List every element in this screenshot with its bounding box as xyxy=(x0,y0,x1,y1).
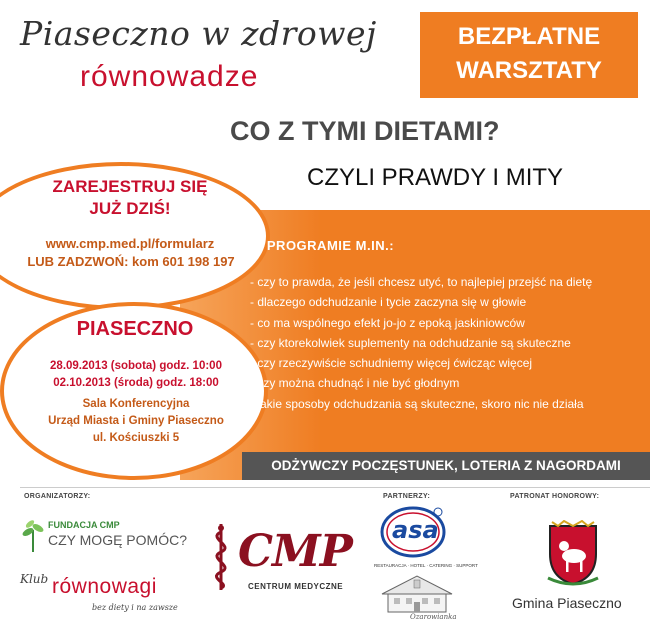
program-item: - co ma wspólnego efekt jo-jo z epoką jaskiniowców xyxy=(250,315,525,330)
subheadline: CZYLI PRAWDY I MITY xyxy=(307,164,564,191)
brand-title: Piaseczno w zdrowej xyxy=(20,14,377,53)
program-title: W PROGRAMIE M.IN.: xyxy=(250,238,395,253)
venue-room: Sala Konferencyjna xyxy=(82,398,190,410)
klub-tagline: bez diety i na zawsze xyxy=(92,603,178,612)
free-workshops-badge xyxy=(420,12,638,98)
klub-name: równowagi xyxy=(52,575,157,598)
klub-script: Klub xyxy=(20,572,49,586)
badge-line-1: BEZPŁATNE xyxy=(457,23,601,50)
cmp-logo: CMP xyxy=(238,526,352,577)
coat-of-arms-icon xyxy=(544,520,602,588)
gmina-label: Gmina Piaseczno xyxy=(512,595,622,611)
fundacja-name: CZY MOGĘ POMÓC? xyxy=(48,532,187,548)
program-item: - czy to prawda, że jeśli chcesz utyć, to najlepiej przejść na dietę xyxy=(250,275,593,289)
program-item: - czy ktorekolwiek suplementy na odchudzanie są skuteczne xyxy=(250,335,571,350)
headline: CO Z TYMI DIETAMI? xyxy=(230,116,500,146)
brand-subtitle: równowadze xyxy=(80,60,259,93)
organizers-label: ORGANIZATORZY: xyxy=(24,493,91,500)
registration-phone: LUB ZADZWOŃ: kom 601 198 197 xyxy=(27,254,235,269)
event-date-1: 28.09.2013 (sobota) godz. 10:00 xyxy=(50,360,222,372)
asa-script: Ozarowianka xyxy=(410,613,457,621)
cmp-subtitle: CENTRUM MEDYCZNE xyxy=(248,582,344,591)
registration-title-line-2: JUŻ DZIŚ! xyxy=(89,199,171,218)
partners-label: PARTNERZY: xyxy=(383,493,431,500)
venue-address: ul. Kościuszki 5 xyxy=(92,432,180,444)
asa-caption: RESTAURACJA · HOTEL · CATERING · SUPPORT xyxy=(374,563,478,568)
fundacja-label: FUNDACJA CMP xyxy=(48,520,120,530)
badge-line-2: WARSZTATY xyxy=(456,57,602,84)
program-item: - dlaczego odchudzanie i tycie zaczyna się w głowie xyxy=(250,295,527,310)
program-item: - czy można chudnąć i nie być głodnym xyxy=(250,376,460,391)
venue-building: Urząd Miasta i Gminy Piaseczno xyxy=(48,415,224,427)
event-city: PIASECZNO xyxy=(76,318,194,340)
caduceus-icon xyxy=(203,522,239,592)
asa-logo-text: asa xyxy=(392,516,439,544)
program-item: - jakie sposoby odchudzania są skuteczne, skoro nic nie działa xyxy=(250,396,584,411)
patronage-label: PATRONAT HONOROWY: xyxy=(510,493,600,500)
registration-title-line-1: ZAREJESTRUJ SIĘ xyxy=(52,177,208,196)
program-item: - czy rzeczywiście schudniemy więcej ćwicząc więcej xyxy=(250,356,533,371)
refreshments-banner: ODŻYWCZY POCZĘSTUNEK, LOTERIA Z NAGORDAMI xyxy=(242,452,650,480)
registration-url[interactable]: www.cmp.med.pl/formularz xyxy=(45,236,215,251)
program-list xyxy=(250,272,645,414)
footer-divider xyxy=(20,487,650,488)
registration-title xyxy=(30,176,230,220)
hotel-building-icon xyxy=(378,570,456,618)
fundacja-plant-icon xyxy=(20,518,46,552)
event-date-2: 02.10.2013 (środa) godz. 18:00 xyxy=(53,377,219,389)
